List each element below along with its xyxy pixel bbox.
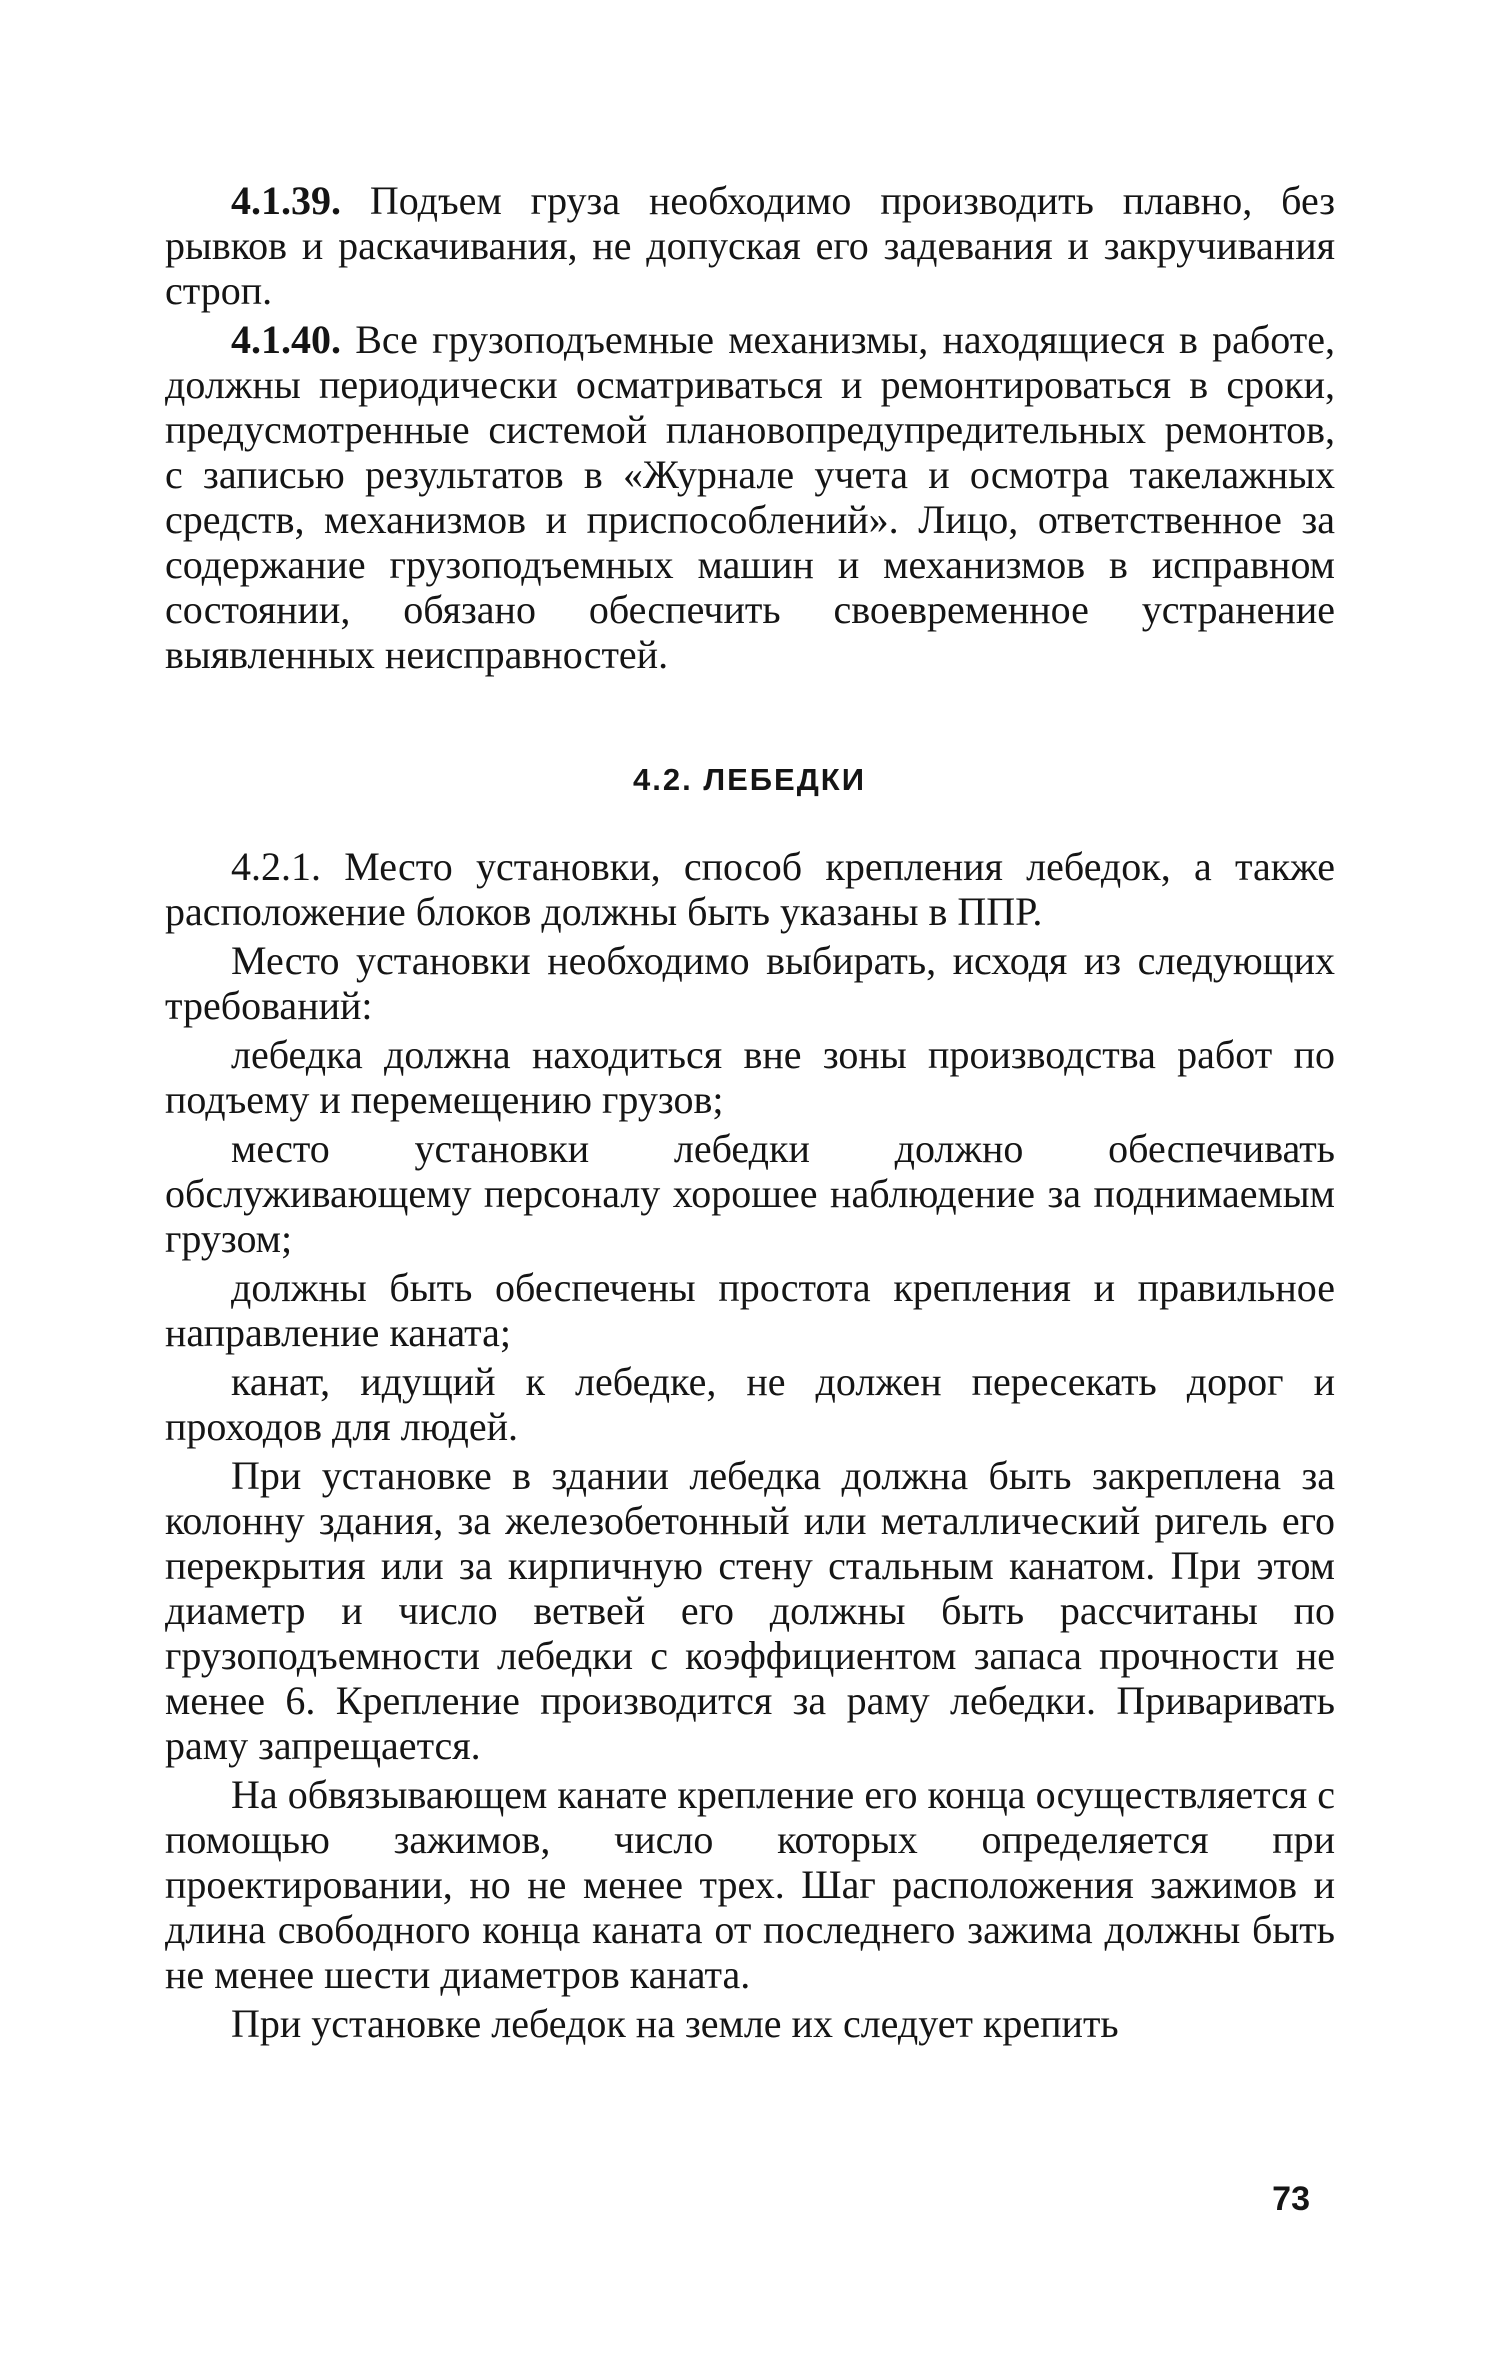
lower-text-block xyxy=(165,844,1335,2046)
clause-number: 4.1.39. xyxy=(231,178,341,223)
clause-number: 4.1.40. xyxy=(231,317,341,362)
paragraph-ground-install: При установке лебедок на земле их следует крепить xyxy=(231,2001,1119,2046)
clause-text: Все грузоподъемные механизмы, находящиеся в работе, должны периодически осматриваться и ремонтироваться в сроки, предусмотренные системой плановопредупредительных ремонтов, с записью результатов в «Журнале учета и осмотра такелажных средств, механизмов и приспособлений». Лицо, ответственное за содержание грузоподъемных машин и механизмов в исправном состоянии, обязано обеспечить своевременное устранение выявленных неисправностей. xyxy=(165,317,1335,677)
page-number: 73 xyxy=(1272,2180,1310,2218)
requirement-item: место установки лебедки должно обеспечивать обслуживающему персоналу хорошее наблюдение за поднимаемым грузом; xyxy=(165,1126,1335,1261)
paragraph-4-1-40 xyxy=(165,317,1335,677)
requirement-item: канат, идущий к лебедке, не должен пересекать дорог и проходов для людей. xyxy=(165,1359,1335,1449)
requirement-item: лебедка должна находиться вне зоны производства работ по подъему и перемещению грузов; xyxy=(165,1032,1335,1122)
paragraph-4-2-1: 4.2.1. Место установки, способ крепления лебедок, а также расположение блоков должны быть указаны в ППР. xyxy=(165,844,1335,934)
section-heading: 4.2. ЛЕБЕДКИ xyxy=(633,762,866,797)
requirement-item: должны быть обеспечены простота крепления и правильное направление каната; xyxy=(165,1265,1335,1355)
paragraph-clamps: На обвязывающем канате крепление его конца осуществляется с помощью зажимов, число которых определяется при проектировании, но не менее трех. Шаг расположения зажимов и длина свободного конца каната от последнего зажима должны быть не менее шести диаметров каната. xyxy=(165,1772,1335,1997)
paragraph-requirements-intro: Место установки необходимо выбирать, исходя из следующих требований: xyxy=(165,938,1335,1028)
clause-text: Подъем груза необходимо производить плавно, без рывков и раскачивания, не допуская его задевания и закручивания строп. xyxy=(165,178,1335,313)
paragraph-4-1-39 xyxy=(165,178,1335,313)
paragraph-building-install: При установке в здании лебедка должна быть закреплена за колонну здания, за железобетонный или металлический ригель его перекрытия или за кирпичную стену стальным канатом. При этом диаметр и число ветвей его должны быть рассчитаны по грузоподъемности лебедки с коэффициентом запаса прочности не менее 6. Крепление производится за раму лебедки. Приваривать раму запрещается. xyxy=(165,1453,1335,1768)
upper-text-block xyxy=(165,178,1335,677)
